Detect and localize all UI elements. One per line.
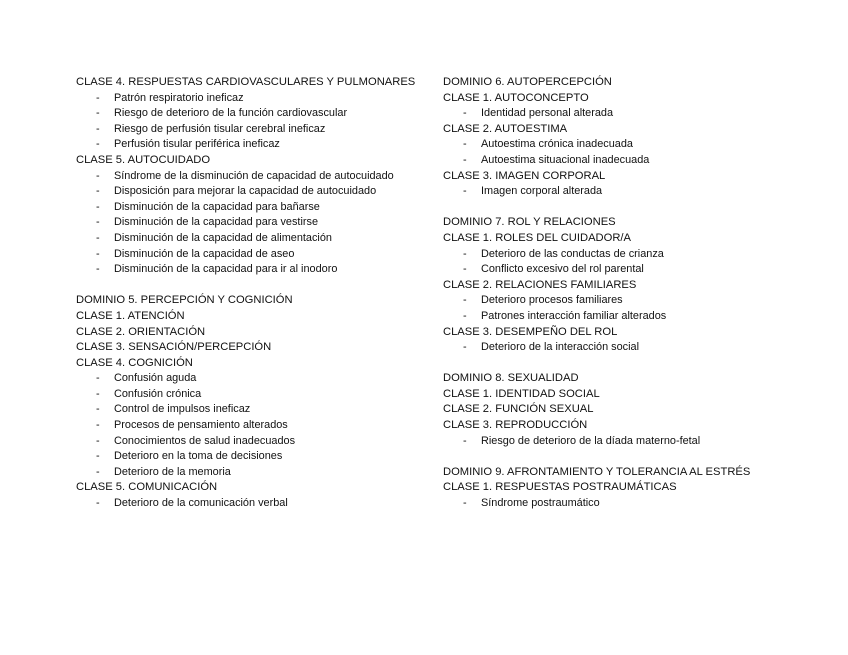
domain-heading: DOMINIO 8. SEXUALIDAD (443, 372, 579, 385)
class-heading: CLASE 5. COMUNICACIÓN (76, 481, 218, 494)
list-item: - Deterioro procesos familiares (443, 293, 803, 309)
domain-heading: DOMINIO 5. PERCEPCIÓN Y COGNICIÓN (76, 294, 293, 307)
class-heading: CLASE 4. COGNICIÓN (76, 356, 193, 369)
list-item: - Disminución de la capacidad de aseo (76, 247, 416, 263)
list-item: - Autoestima situacional inadecuada (443, 153, 803, 169)
class-heading: CLASE 2. ORIENTACIÓN (76, 325, 206, 338)
item-list (443, 247, 803, 278)
list-item: - Conocimientos de salud inadecuados (76, 434, 416, 450)
list-item: - Síndrome de la disminución de capacidad de autocuidado (76, 169, 416, 185)
list-item: - Imagen corporal alterada (443, 184, 803, 200)
list-item: - Disminución de la capacidad para bañarse (76, 200, 416, 216)
list-item: - Disminución de la capacidad para vestirse (76, 215, 416, 231)
item-list (443, 434, 803, 450)
list-item: - Procesos de pensamiento alterados (76, 418, 416, 434)
spacer (443, 449, 803, 465)
spacer (76, 278, 416, 294)
left-column (76, 75, 416, 512)
item-list (76, 371, 416, 480)
item-list (76, 91, 416, 153)
list-item: - Riesgo de deterioro de la díada materno-fetal (443, 434, 803, 450)
list-item: - Deterioro de las conductas de crianza (443, 247, 803, 263)
list-item: - Confusión aguda (76, 371, 416, 387)
domain-heading: DOMINIO 7. ROL Y RELACIONES (443, 216, 616, 229)
item-list (443, 184, 803, 200)
item-list (443, 340, 803, 356)
item-list (76, 169, 416, 278)
list-item: - Riesgo de deterioro de la función cardiovascular (76, 106, 416, 122)
class-heading: CLASE 3. REPRODUCCIÓN (443, 419, 588, 432)
item-list (443, 106, 803, 122)
class-heading: CLASE 1. AUTOCONCEPTO (443, 91, 589, 104)
list-item: - Perfusión tisular periférica ineficaz (76, 137, 416, 153)
item-list (443, 137, 803, 168)
class-heading: CLASE 3. IMAGEN CORPORAL (443, 169, 606, 182)
spacer (443, 200, 803, 216)
list-item: - Deterioro de la comunicación verbal (76, 496, 416, 512)
class-heading: CLASE 2. FUNCIÓN SEXUAL (443, 403, 594, 416)
list-item: - Deterioro en la toma de decisiones (76, 449, 416, 465)
list-item: - Riesgo de perfusión tisular cerebral ineficaz (76, 122, 416, 138)
class-heading: CLASE 2. RELACIONES FAMILIARES (443, 278, 637, 291)
list-item: - Patrones interacción familiar alterados (443, 309, 803, 325)
domain-heading: DOMINIO 9. AFRONTAMIENTO Y TOLERANCIA AL ESTRÉS (443, 465, 751, 478)
class-heading: CLASE 1. IDENTIDAD SOCIAL (443, 387, 600, 400)
class-heading: CLASE 3. DESEMPEÑO DEL ROL (443, 325, 618, 338)
list-item: - Deterioro de la memoria (76, 465, 416, 481)
class-heading: CLASE 5. AUTOCUIDADO (76, 153, 211, 166)
list-item: - Deterioro de la interacción social (443, 340, 803, 356)
class-heading: CLASE 4. RESPUESTAS CARDIOVASCULARES Y PULMONARES (76, 76, 416, 88)
spacer (443, 356, 803, 372)
list-item: - Patrón respiratorio ineficaz (76, 91, 416, 107)
list-item: - Disposición para mejorar la capacidad de autocuidado (76, 184, 416, 200)
item-list (76, 496, 416, 512)
class-heading: CLASE 1. RESPUESTAS POSTRAUMÁTICAS (443, 481, 677, 494)
list-item: - Disminución de la capacidad de alimentación (76, 231, 416, 247)
list-item: - Síndrome postraumático (443, 496, 803, 512)
item-list (443, 496, 803, 512)
item-list (443, 293, 803, 324)
list-item: - Control de impulsos ineficaz (76, 402, 416, 418)
class-heading: CLASE 1. ROLES DEL CUIDADOR/A (443, 231, 631, 244)
list-item: - Disminución de la capacidad para ir al inodoro (76, 262, 416, 278)
list-item: - Identidad personal alterada (443, 106, 803, 122)
class-heading: CLASE 2. AUTOESTIMA (443, 122, 568, 135)
domain-heading: DOMINIO 6. AUTOPERCEPCIÓN (443, 76, 612, 88)
class-heading: CLASE 1. ATENCIÓN (76, 309, 185, 322)
right-column (443, 75, 803, 512)
class-heading: CLASE 3. SENSACIÓN/PERCEPCIÓN (76, 341, 272, 354)
list-item: - Conflicto excesivo del rol parental (443, 262, 803, 278)
list-item: - Confusión crónica (76, 387, 416, 403)
list-item: - Autoestima crónica inadecuada (443, 137, 803, 153)
